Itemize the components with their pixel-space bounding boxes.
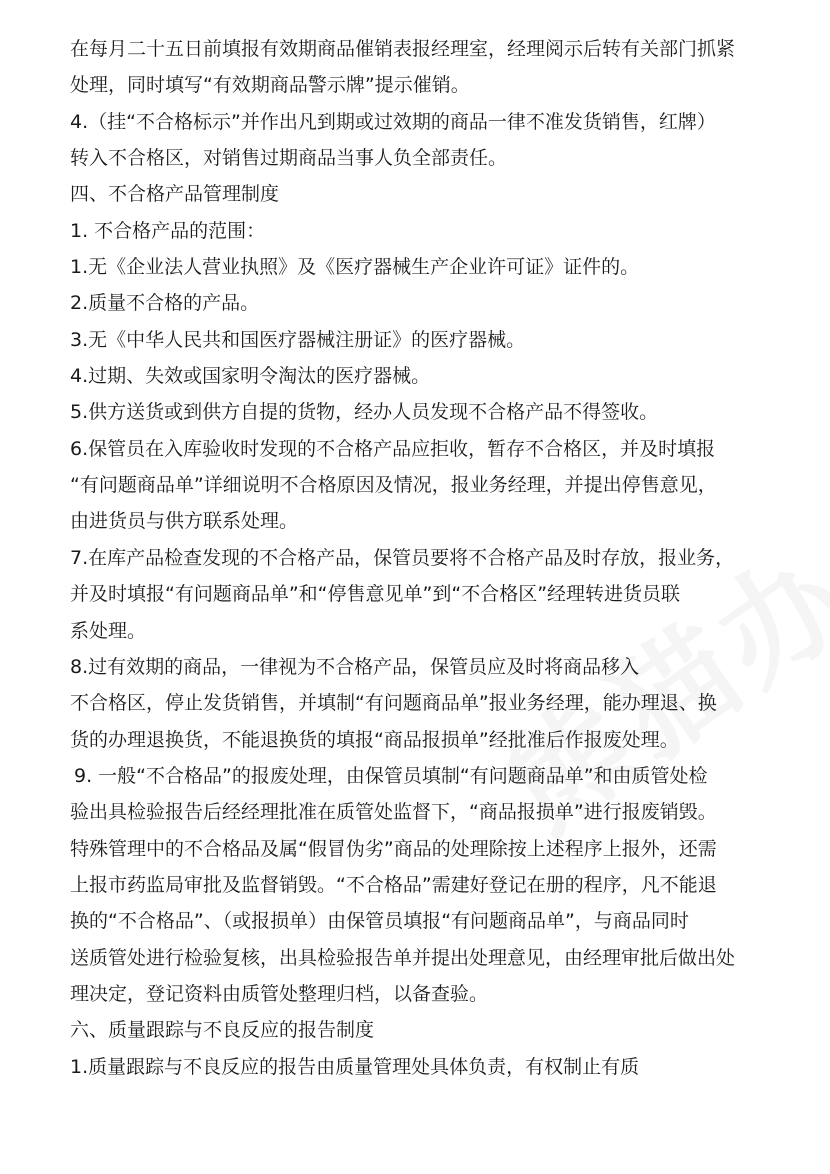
- text-line: 1.无《企业法人营业执照》及《医疗器械生产企业许可证》证件的。: [70, 256, 640, 279]
- text-line: 在每月二十五日前填报有效期商品催销表报经理室，经理阅示后转有关部门抓紧: [70, 38, 736, 60]
- text-line: 理决定，登记资料由质管处整理归档，以备查验。: [70, 982, 489, 1005]
- text-line: 由进货员与供方联系处理。: [70, 510, 299, 533]
- text-line: 货的办理退换货，不能退换货的填报“商品报损单”经批准后作报废处理。: [70, 728, 679, 751]
- text-line: “有问题商品单”详细说明不合格原因及情况，报业务经理，并提出停售意见，: [70, 474, 717, 497]
- text-line: 4.过期、失效或国家明令淘汰的医疗器械。: [70, 365, 431, 388]
- text-line: 并及时填报“有问题商品单”和“停售意见单”到“不合格区”经理转进货员联: [70, 583, 681, 606]
- text-line: 3.无《中华人民共和国医疗器械注册证》的医疗器械。: [70, 328, 526, 351]
- text-line: 系处理。: [70, 619, 147, 642]
- section-heading: 六、质量跟踪与不良反应的报告制度: [70, 1019, 375, 1042]
- text-line: 8.过有效期的商品，一律视为不合格产品，保管员应及时将商品移入: [70, 655, 640, 678]
- text-line: 换的“不合格品”、（或报损单）由保管员填报“有问题商品单”，与商品同时: [70, 910, 689, 933]
- document-body: [70, 31, 770, 1085]
- text-line: 特殊管理中的不合格品及属“假冒伪劣”商品的处理除按上述程序上报外，还需: [70, 837, 717, 860]
- section-heading: 四、不合格产品管理制度: [70, 183, 280, 206]
- text-line: 验出具检验报告后经经理批准在质管处监督下，“商品报损单”进行报废销毁。: [70, 801, 717, 824]
- text-line: 转入不合格区，对销售过期商品当事人负全部责任。: [70, 147, 508, 170]
- text-line: 4.（挂“不合格标示”并作出凡到期或过效期的商品一律不准发货销售，红牌）: [70, 110, 716, 133]
- text-line: 5.供方送货或到供方自提的货物，经办人员发现不合格产品不得签收。: [70, 401, 659, 424]
- text-line: 1.质量跟踪与不良反应的报告由质量管理处具体负责，有权制止有质: [70, 1055, 640, 1078]
- text-line: 处理，同时填写“有效期商品警示牌”提示催销。: [70, 74, 470, 97]
- text-line: 1. 不合格产品的范围：: [70, 219, 266, 242]
- text-line: 送质管处进行检验复核，出具检验报告单并提出处理意见，由经理审批后做出处: [70, 946, 736, 969]
- text-line: 9. 一般“不合格品”的报废处理，由保管员填制“有问题商品单”和由质管处检: [74, 764, 708, 787]
- text-line: 7.在库产品检查发现的不合格产品，保管员要将不合格产品及时存放，报业务，: [70, 546, 735, 569]
- text-line: 不合格区，停止发货销售，并填制“有问题商品单”报业务经理，能办理退、换: [70, 692, 717, 715]
- text-line: 2.质量不合格的产品。: [70, 292, 260, 315]
- text-line: 6.保管员在入库验收时发现的不合格产品应拒收，暂存不合格区，并及时填报: [70, 437, 716, 460]
- text-line: 上报市药监局审批及监督销毁。“不合格品”需建好登记在册的程序，凡不能退: [70, 873, 717, 896]
